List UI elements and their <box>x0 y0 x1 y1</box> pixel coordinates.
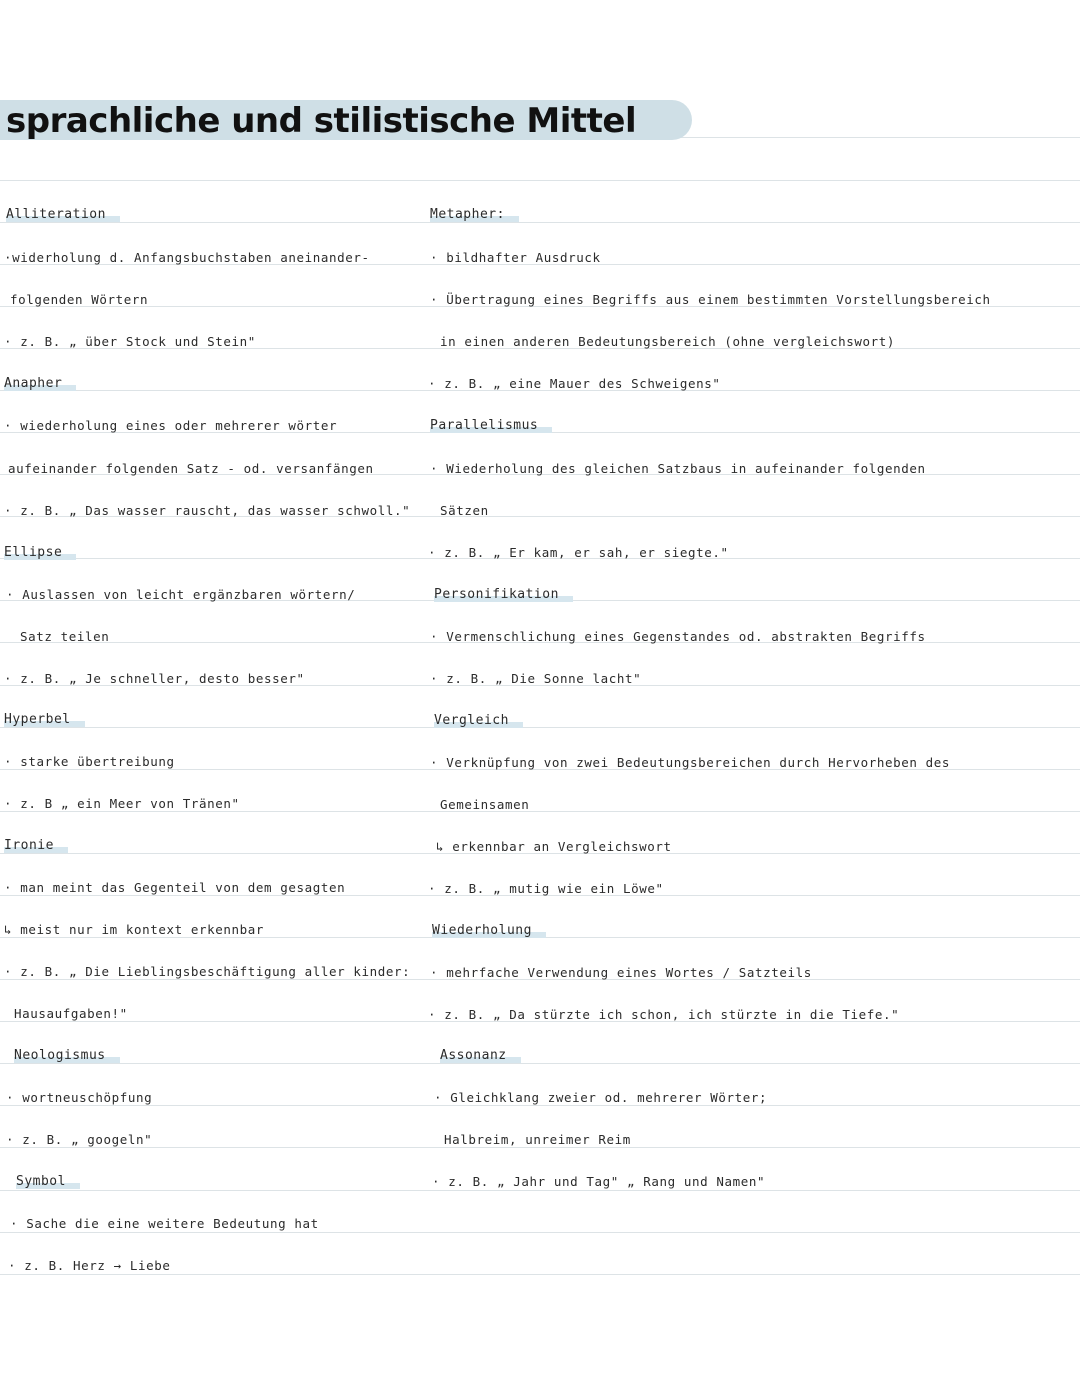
example-line: · z. B. „ Je schneller, desto besser" <box>4 671 305 686</box>
note-line: · Auslassen von leicht ergänzbaren wörtern/ <box>6 587 356 602</box>
rule-line <box>0 222 1080 223</box>
note-line: · wiederholung eines oder mehrerer wörter <box>4 418 338 433</box>
example-line: · z. B. „ Jahr und Tag" „ Rang und Namen" <box>432 1174 766 1189</box>
example-line: · z. B. „ Da stürzte ich schon, ich stürzte in die Tiefe." <box>428 1007 900 1022</box>
note-line: Satz teilen <box>20 629 110 644</box>
example-line: Hausaufgaben!" <box>14 1006 128 1021</box>
example-line: · z. B. „ Er kam, er sah, er siegte." <box>428 545 729 560</box>
example-line: · z. B. „ Das wasser rauscht, das wasser schwoll." <box>4 503 411 518</box>
example-line: · z. B. „ eine Mauer des Schweigens" <box>428 376 721 391</box>
example-line: · z. B. „ über Stock und Stein" <box>4 334 256 349</box>
section-heading: Symbol <box>16 1174 80 1190</box>
note-line: · Verknüpfung von zwei Bedeutungsbereichen durch Hervorheben des <box>430 755 951 770</box>
rule-line <box>0 1232 1080 1233</box>
note-line: Halbreim, unreimer Reim <box>444 1132 631 1147</box>
rule-line <box>0 727 1080 728</box>
note-line: · wortneuschöpfung <box>6 1090 153 1105</box>
note-line: Gemeinsamen <box>440 797 530 812</box>
example-line: · z. B „ ein Meer von Tränen" <box>4 796 240 811</box>
section-heading: Hyperbel <box>4 712 85 728</box>
note-line: folgenden Wörtern <box>10 292 149 307</box>
note-line: · starke übertreibung <box>4 754 175 769</box>
rule-line <box>0 180 1080 181</box>
note-line: · mehrfache Verwendung eines Wortes / Satzteils <box>430 965 812 980</box>
note-line: ·widerholung d. Anfangsbuchstaben aneinander- <box>4 250 370 265</box>
section-heading: Parallelismus <box>430 418 552 434</box>
section-heading: Ellipse <box>4 545 76 561</box>
note-line: · bildhafter Ausdruck <box>430 250 601 265</box>
note-line: · Vermenschlichung eines Gegenstandes od. abstrakten Begriffs <box>430 629 926 644</box>
section-heading: Alliteration <box>6 207 120 223</box>
section-heading: Metapher: <box>430 207 519 223</box>
note-line: in einen anderen Bedeutungsbereich (ohne vergleichswort) <box>440 334 896 349</box>
section-heading: Ironie <box>4 838 68 854</box>
note-line: · Gleichklang zweier od. mehrerer Wörter; <box>434 1090 768 1105</box>
rule-line <box>0 1063 1080 1064</box>
note-line: aufeinander folgenden Satz - od. versanfängen <box>8 461 374 476</box>
example-line: · z. B. Herz → Liebe <box>8 1258 171 1273</box>
page-title: sprachliche und stilistische Mittel <box>6 101 637 141</box>
example-line: · z. B. „ Die Lieblingsbeschäftigung aller kinder: <box>4 964 411 979</box>
section-heading: Vergleich <box>434 713 523 729</box>
section-heading: Wiederholung <box>432 923 546 939</box>
section-heading: Neologismus <box>14 1048 120 1064</box>
example-line: · z. B. „ googeln" <box>6 1132 153 1147</box>
rule-line <box>0 1190 1080 1191</box>
note-line: ↳ meist nur im kontext erkennbar <box>4 922 265 937</box>
note-line: · Wiederholung des gleichen Satzbaus in aufeinander folgenden <box>430 461 926 476</box>
section-heading: Anapher <box>4 376 76 392</box>
title-block <box>0 96 636 146</box>
note-line: Sätzen <box>440 503 489 518</box>
example-line: · z. B. „ Die Sonne lacht" <box>430 671 642 686</box>
note-line: · Übertragung eines Begriffs aus einem bestimmten Vorstellungsbereich <box>430 292 991 307</box>
section-heading: Assonanz <box>440 1048 521 1064</box>
rule-line <box>0 1274 1080 1275</box>
note-line: · Sache die eine weitere Bedeutung hat <box>10 1216 319 1231</box>
section-heading: Personifikation <box>434 587 573 603</box>
note-line: ↳ erkennbar an Vergleichswort <box>436 839 672 854</box>
example-line: · z. B. „ mutig wie ein Löwe" <box>428 881 664 896</box>
note-line: · man meint das Gegenteil von dem gesagten <box>4 880 346 895</box>
